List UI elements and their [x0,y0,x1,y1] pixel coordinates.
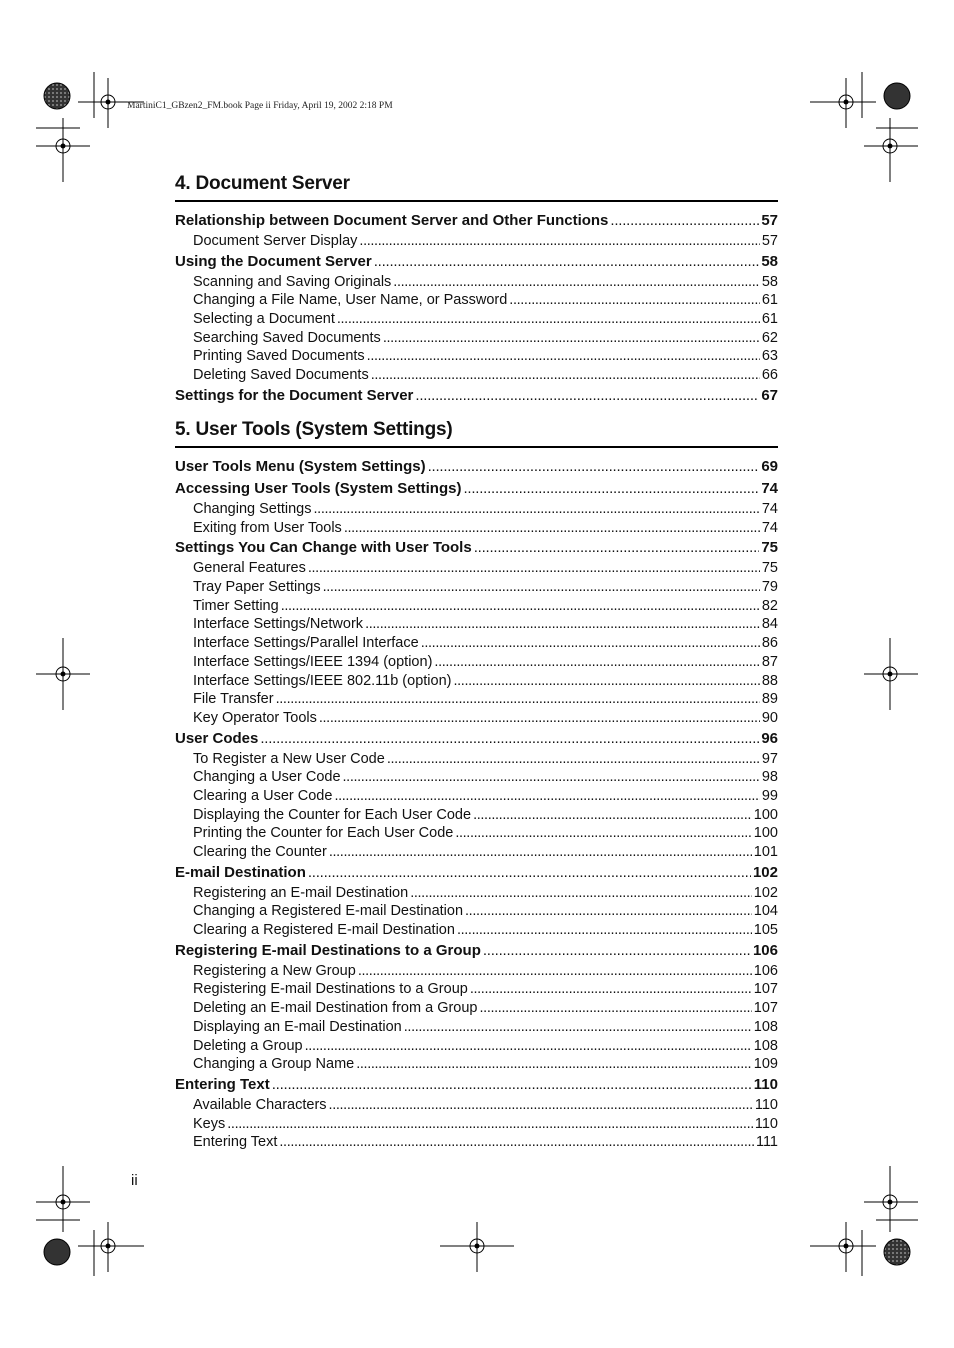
dot-leader [473,806,752,825]
toc-subsection-entry[interactable] [175,291,778,310]
toc-entry-page: 86 [761,635,778,652]
toc-entry-label: Timer Setting [193,597,279,614]
toc-entry-label: Interface Settings/Network [193,616,364,633]
toc-entry-page: 61 [761,292,778,309]
dot-leader [453,672,759,691]
toc-subsection-entry[interactable] [175,653,778,672]
toc-subsection-entry[interactable] [175,578,778,597]
toc-subsection-entry[interactable] [175,709,778,728]
toc-entry-page: 61 [761,311,778,328]
toc-entry-label: Clearing a Registered E-mail Destination [193,922,455,939]
dot-leader [343,768,760,787]
toc-entry-label: Entering Text [193,1134,278,1151]
toc-entry-label: Clearing a User Code [193,787,333,804]
toc-entry-label: Settings You Can Change with User Tools [175,539,472,557]
toc-entry-page: 102 [753,884,778,901]
dot-leader [276,690,760,709]
toc-entry-label: Printing the Counter for Each User Code [193,825,454,842]
dot-leader [428,456,760,478]
dot-leader [272,1074,752,1096]
toc-subsection-entry[interactable] [175,559,778,578]
toc-subsection-entry[interactable] [175,1096,778,1115]
toc-entry-page: 109 [753,1056,778,1073]
toc-entry-page: 66 [761,367,778,384]
toc-chapter-5 [175,419,778,1152]
toc-entry-page: 88 [761,672,778,689]
toc-entries [175,456,778,1152]
toc-subsection-entry[interactable] [175,1037,778,1056]
toc-subsection-entry[interactable] [175,921,778,940]
toc-entry-label: Interface Settings/IEEE 1394 (option) [193,653,433,670]
toc-entry-label: Accessing User Tools (System Settings) [175,480,462,497]
toc-entry-label: Registering E-mail Destinations to a Group [193,981,468,998]
toc-entry-page: 101 [753,844,778,860]
toc-entry-page: 67 [761,386,778,404]
toc-entry-page: 87 [761,653,778,670]
toc-entry-page: 57 [761,233,778,249]
toc-entry-page: 111 [755,1134,778,1151]
toc-entry-page: 89 [761,691,778,708]
toc-subsection-entry[interactable] [175,824,778,843]
toc-entry-page: 107 [753,1000,778,1017]
toc-subsection-entry[interactable] [175,750,778,769]
toc-section-entry[interactable] [175,478,778,500]
dot-leader [374,251,760,273]
toc-entry-page: 110 [754,1096,778,1113]
dot-leader [463,478,759,500]
toc-subsection-entry[interactable] [175,787,778,806]
toc-subsection-entry[interactable] [175,806,778,825]
toc-entry-label: Keys [193,1115,226,1132]
toc-entry-page: 105 [753,922,778,939]
toc-entry-page: 106 [752,941,778,959]
toc-entry-page: 99 [761,787,778,804]
dot-leader [371,366,760,385]
toc-subsection-entry[interactable] [175,366,778,385]
dot-leader [329,1096,753,1115]
toc-entry-label: E-mail Destination [175,863,306,881]
toc-entry-label: Key Operator Tools [193,709,317,726]
toc-subsection-entry[interactable] [175,1055,778,1074]
dot-leader [356,1055,752,1074]
toc-subsection-entry[interactable] [175,1133,778,1152]
dot-leader [434,653,759,672]
toc-subsection-entry[interactable] [175,615,778,634]
dot-leader [455,824,751,843]
dot-leader [383,329,760,348]
dot-leader [387,750,760,769]
toc-entry-page: 110 [754,1115,778,1132]
dot-leader [404,1018,752,1037]
toc-entry-page: 63 [761,348,778,365]
toc-section-entry[interactable] [175,251,778,273]
toc-subsection-entry[interactable] [175,884,778,903]
dot-leader [470,980,752,999]
toc-entry-page: 98 [761,769,778,786]
toc-subsection-entry[interactable] [175,843,778,862]
toc-entry-label: Changing a User Code [193,769,341,786]
toc-entry-page: 100 [753,825,778,842]
toc-entry-page: 75 [761,560,778,577]
toc-entry-label: Registering an E-mail Destination [193,884,409,901]
dot-leader [393,273,760,292]
toc-entry-label: Scanning and Saving Originals [193,273,392,290]
dot-leader [260,728,759,750]
dot-leader [337,310,760,329]
toc-subsection-entry[interactable] [175,690,778,709]
toc-entry-page: 74 [761,501,778,517]
toc-entry-label: Registering a New Group [193,962,356,979]
toc-entry-label: Exiting from User Tools [193,519,342,536]
toc-section-entry[interactable] [175,210,778,232]
toc-entry-label: Printing Saved Documents [193,348,365,365]
toc-section-entry[interactable] [175,456,778,478]
dot-leader [344,519,760,538]
dot-leader [329,843,752,862]
chapter-title: 4. Document Server [175,173,778,202]
dot-leader [323,578,760,597]
toc-entry-label: Deleting a Group [193,1037,303,1054]
toc-subsection-entry[interactable] [175,962,778,981]
toc-subsection-entry[interactable] [175,500,778,519]
toc-entry-page: 84 [761,616,778,633]
toc-entry-page: 108 [753,1037,778,1054]
toc-subsection-entry[interactable] [175,768,778,787]
toc-subsection-entry[interactable] [175,999,778,1018]
toc-entry-label: Deleting an E-mail Destination from a Group [193,1000,478,1017]
toc-entry-page: 75 [761,539,778,557]
toc-subsection-entry[interactable] [175,902,778,921]
toc-entry-page: 106 [753,962,778,979]
dot-leader [308,559,760,578]
file-header-note: MartiniC1_GBzen2_FM.book Page ii Friday, April 19, 2002 2:18 PM [127,101,393,111]
toc-entry-page: 104 [753,903,778,920]
toc-entry-label: To Register a New User Code [193,750,385,767]
toc-entry-page: 90 [761,709,778,726]
dot-leader [410,884,752,903]
dot-leader [465,902,752,921]
toc-subsection-entry[interactable] [175,1018,778,1037]
toc-subsection-entry[interactable] [175,273,778,292]
dot-leader [483,940,751,962]
toc-entry-page: 96 [761,729,778,747]
toc-section-entry[interactable] [175,1074,778,1096]
toc-entry-page: 110 [753,1075,778,1093]
dot-leader [474,537,760,559]
toc-entry-label: General Features [193,560,306,577]
toc-entry-page: 62 [761,329,778,346]
dot-leader [279,1133,754,1152]
toc-entry-label: User Tools Menu (System Settings) [175,458,426,475]
dot-leader [509,291,760,310]
toc-subsection-entry[interactable] [175,672,778,691]
dot-leader [359,232,759,251]
dot-leader [480,999,752,1018]
toc-entry-label: Displaying the Counter for Each User Code [193,806,472,823]
dot-leader [421,634,760,653]
toc-entry-page: 57 [761,212,778,229]
toc-entry-label: Entering Text [175,1075,270,1093]
toc-entry-label: Changing a Group Name [193,1056,355,1073]
toc-entry-label: Available Characters [193,1096,327,1113]
toc-entry-page: 58 [761,273,778,290]
toc-entry-label: Changing a Registered E-mail Destination [193,903,464,920]
toc-entry-page: 108 [753,1018,778,1035]
toc-entry-label: Relationship between Document Server and Other Functions [175,212,609,229]
dot-leader [334,787,759,806]
toc-subsection-entry[interactable] [175,634,778,653]
chapter-title: 5. User Tools (System Settings) [175,419,778,448]
toc-entry-label: Document Server Display [193,233,358,249]
toc-entry-page: 74 [761,480,778,497]
dot-leader [314,500,760,519]
toc-entry-page: 102 [752,863,778,881]
toc-entry-label: Interface Settings/IEEE 802.11b (option) [193,672,452,689]
toc-chapter-4 [175,173,778,407]
toc-subsection-entry[interactable] [175,347,778,366]
toc-entry-page: 97 [761,750,778,767]
dot-leader [610,210,759,232]
dot-leader [365,615,760,634]
toc-entry-page: 69 [761,458,778,475]
page-number: ii [131,1172,138,1189]
dot-leader [367,347,760,366]
toc-entry-label: Selecting a Document [193,311,335,328]
dot-leader [319,709,760,728]
dot-leader [358,962,752,981]
toc-section-entry[interactable] [175,385,778,407]
toc-entry-page: 82 [761,597,778,614]
toc-entry-label: Registering E-mail Destinations to a Group [175,941,481,959]
toc-entry-page: 58 [761,252,778,270]
toc-entry-label: File Transfer [193,691,274,708]
toc-subsection-entry[interactable] [175,597,778,616]
toc-entry-page: 74 [761,519,778,536]
toc-entry-label: Using the Document Server [175,252,372,270]
toc-entry-page: 79 [761,579,778,596]
toc-subsection-entry[interactable] [175,980,778,999]
toc-entry-label: Searching Saved Documents [193,329,381,346]
toc-section-entry[interactable] [175,862,778,884]
toc-section-entry[interactable] [175,940,778,962]
toc-entry-label: Tray Paper Settings [193,579,321,596]
toc-subsection-entry[interactable] [175,310,778,329]
toc-entry-label: Changing a File Name, User Name, or Password [193,292,508,309]
dot-leader [227,1115,753,1134]
toc-subsection-entry[interactable] [175,519,778,538]
dot-leader [281,597,760,616]
toc-subsection-entry[interactable] [175,1115,778,1134]
toc-entry-label: Interface Settings/Parallel Interface [193,635,419,652]
toc-entries [175,210,778,407]
toc-entry-label: Clearing the Counter [193,844,327,860]
dot-leader [457,921,752,940]
toc-section-entry[interactable] [175,537,778,559]
toc-entry-label: User Codes [175,729,259,747]
dot-leader [415,385,759,407]
dot-leader [308,862,751,884]
dot-leader [305,1037,752,1056]
toc-entry-label: Settings for the Document Server [175,386,414,404]
toc-entry-label: Changing Settings [193,501,312,517]
toc-subsection-entry[interactable] [175,232,778,251]
toc-entry-page: 107 [753,981,778,998]
toc-subsection-entry[interactable] [175,329,778,348]
toc-entry-label: Displaying an E-mail Destination [193,1018,402,1035]
toc-section-entry[interactable] [175,728,778,750]
toc-entry-label: Deleting Saved Documents [193,367,369,384]
toc-entry-page: 100 [753,806,778,823]
